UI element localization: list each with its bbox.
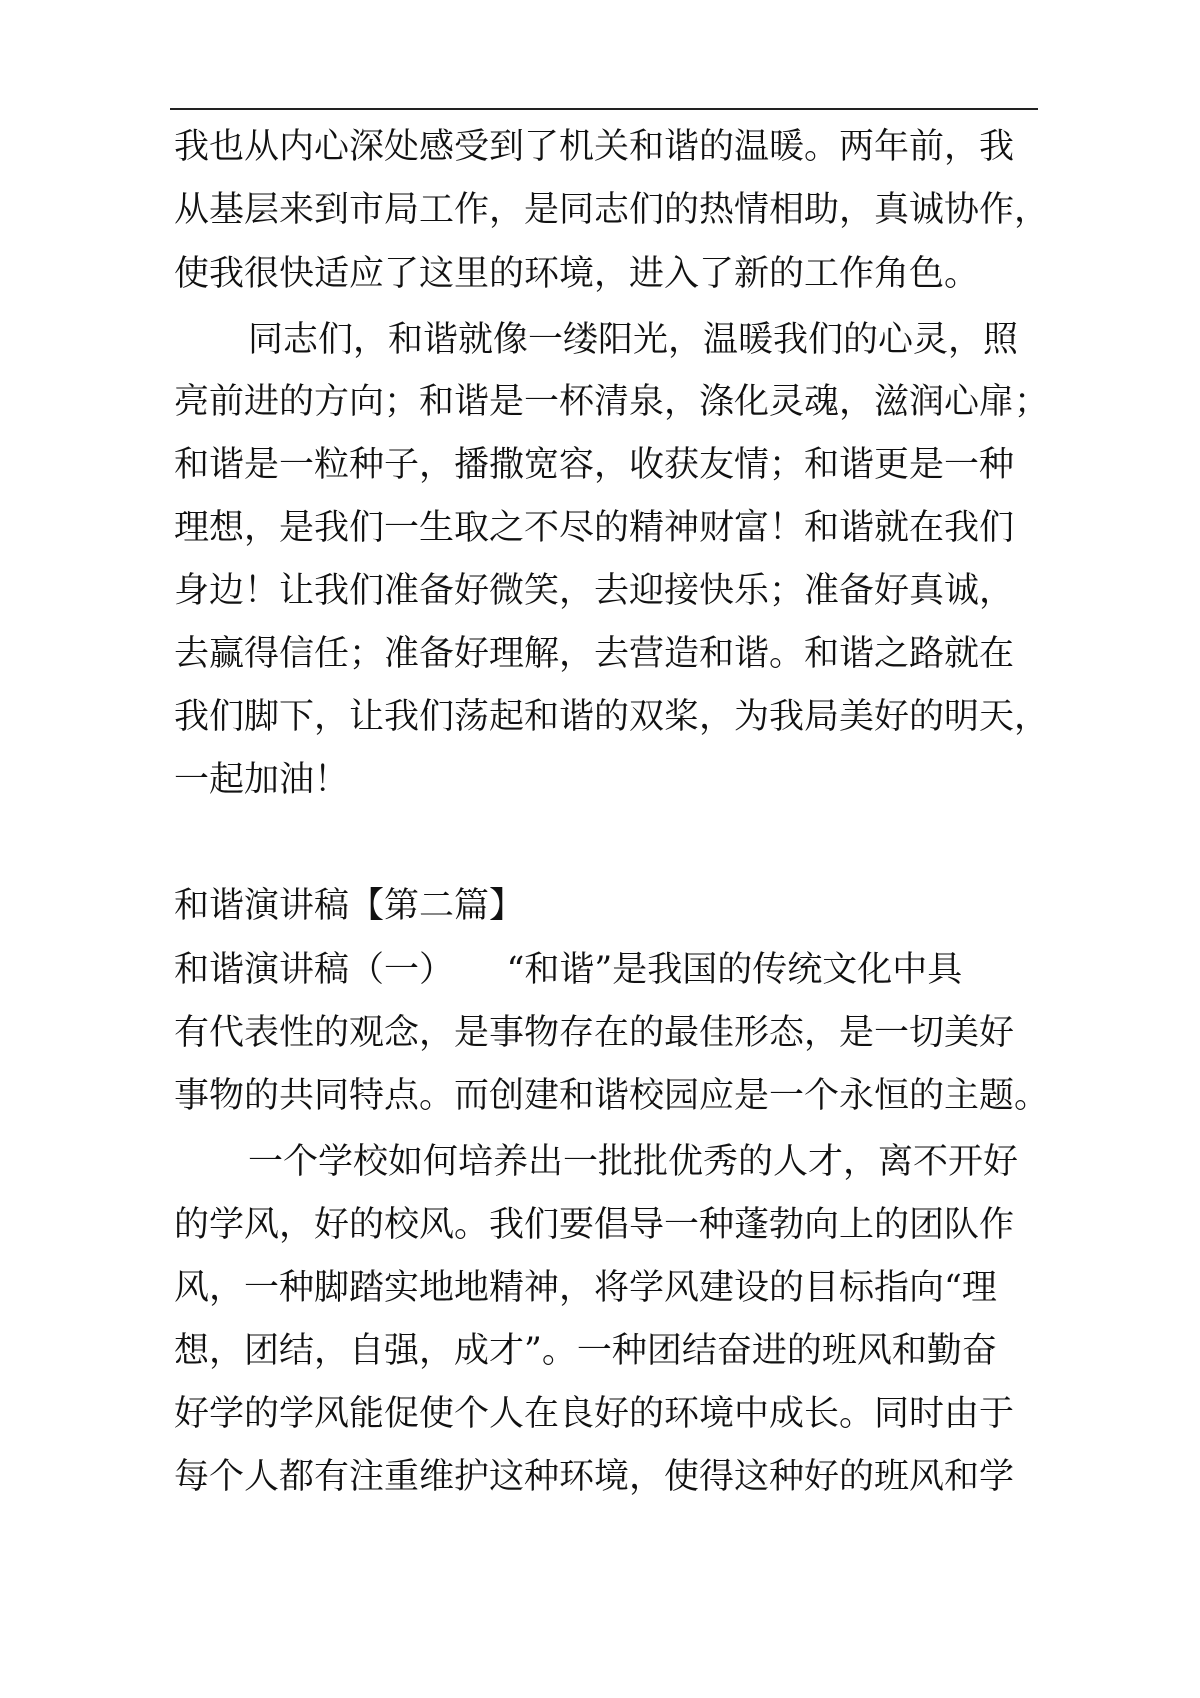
text-line: 我们脚下，让我们荡起和谐的双桨，为我局美好的明天， xyxy=(174,697,1050,737)
text-line: 和谐演讲稿（一） “和谐”是我国的传统文化中具 xyxy=(174,950,963,990)
text-line: 想，团结，自强，成才”。一种团结奋进的班风和勤奋 xyxy=(174,1331,997,1371)
text-line: 每个人都有注重维护这种环境，使得这种好的班风和学 xyxy=(174,1457,1015,1497)
text-line: 理想，是我们一生取之不尽的精神财富！和谐就在我们 xyxy=(174,508,1015,548)
text-line: 同志们，和谐就像一缕阳光，温暖我们的心灵，照 xyxy=(248,320,1019,360)
section-heading: 和谐演讲稿【第二篇】 xyxy=(174,886,525,926)
text-line: 一个学校如何培养出一批批优秀的人才，离不开好 xyxy=(248,1142,1019,1182)
text-line: 身边！让我们准备好微笑，去迎接快乐；准备好真诚， xyxy=(174,571,1015,611)
text-line: 去赢得信任；准备好理解，去营造和谐。和谐之路就在 xyxy=(174,634,1015,674)
text-line: 我也从内心深处感受到了机关和谐的温暖。两年前，我 xyxy=(174,127,1015,167)
text-line: 使我很快适应了这里的环境，进入了新的工作角色。 xyxy=(174,254,980,294)
text-line: 从基层来到市局工作，是同志们的热情相助，真诚协作， xyxy=(174,190,1050,230)
text-line: 亮前进的方向；和谐是一杯清泉，涤化灵魂，滋润心扉； xyxy=(174,382,1050,422)
header-rule xyxy=(170,108,1038,110)
text-line: 风，一种脚踏实地地精神，将学风建设的目标指向“理 xyxy=(174,1268,997,1308)
text-line: 和谐是一粒种子，播撒宽容，收获友情；和谐更是一种 xyxy=(174,445,1015,485)
text-line: 好学的学风能促使个人在良好的环境中成长。同时由于 xyxy=(174,1394,1015,1434)
text-line: 一起加油！ xyxy=(174,760,350,800)
text-line: 的学风，好的校风。我们要倡导一种蓬勃向上的团队作 xyxy=(174,1205,1015,1245)
text-line: 事物的共同特点。而创建和谐校园应是一个永恒的主题。 xyxy=(174,1076,1050,1116)
text-line: 有代表性的观念，是事物存在的最佳形态，是一切美好 xyxy=(174,1013,1015,1053)
